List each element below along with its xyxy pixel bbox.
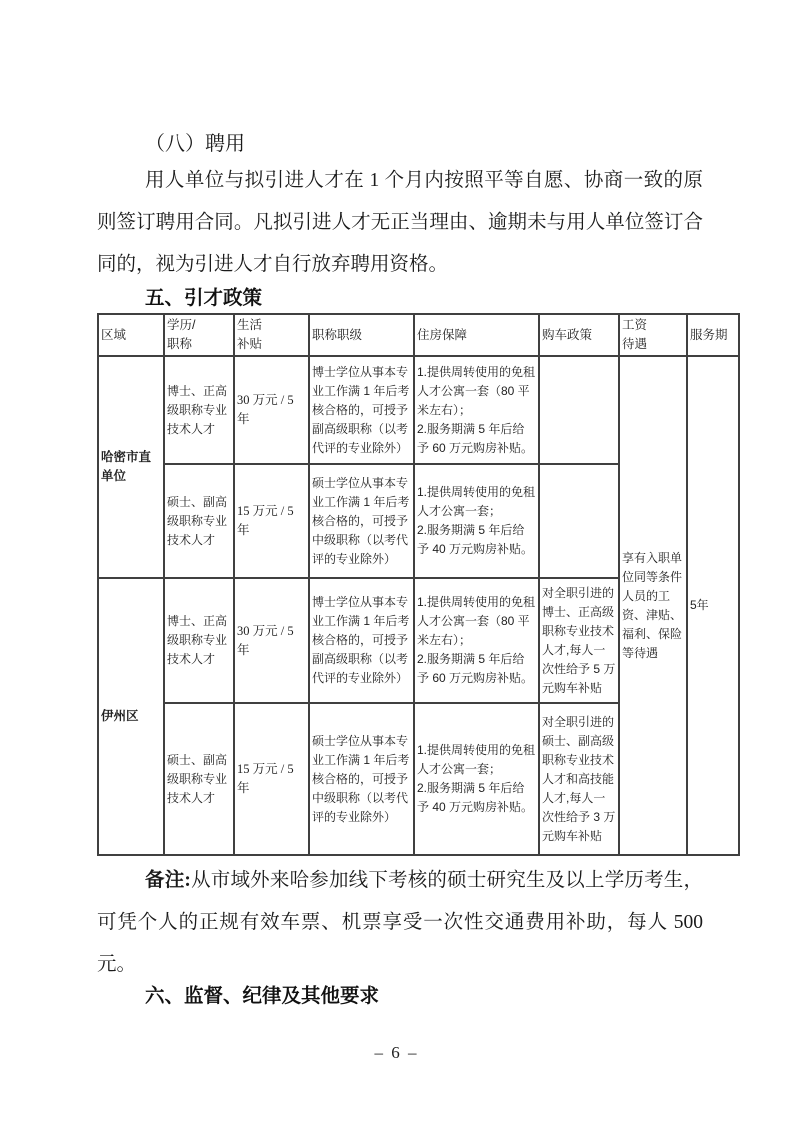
qualification-cell: 博士、正高级职称专业技术人才 — [164, 578, 234, 703]
housing-item-2: 2.服务期满 5 年后给予 40 万元购房补贴。 — [417, 781, 534, 814]
housing-cell — [414, 703, 539, 855]
hiring-paragraph: 用人单位与拟引进人才在 1 个月内按照平等自愿、协商一致的原则签订聘用合同。凡拟引进人才无正当理由、逾期未与用人单位签订合同的，视为引进人才自行放弃聘用资格。 — [97, 170, 703, 275]
header-housing: 住房保障 — [414, 314, 539, 356]
header-region: 区域 — [98, 314, 164, 356]
title-policy-cell: 硕士学位从事本专业工作满 1 年后考核合格的，可授予中级职称（以考代评的专业除外） — [309, 703, 414, 855]
header-salary: 工资 待遇 — [619, 314, 687, 356]
car-policy-cell: 对全职引进的博士、正高级职称专业技术人才,每人一次性给予 5 万元购车补贴 — [539, 578, 619, 703]
section6-title: 六、监督、纪律及其他要求 — [145, 985, 380, 1007]
salary-cell: 享有入职单位同等条件人员的工资、津贴、福利、保险等待遇 — [619, 356, 687, 855]
region-yizhou-cell: 伊州区 — [98, 578, 164, 855]
note-label: 备注: — [145, 870, 191, 891]
service-period-cell: 5年 — [687, 356, 739, 855]
page-number: – 6 – — [374, 1043, 419, 1062]
subsidy-cell: 15 万元 / 5 年 — [234, 464, 309, 578]
title-policy-cell: 博士学位从事本专业工作满 1 年后考核合格的，可授予副高级职称（以考代评的专业除外） — [309, 578, 414, 703]
car-policy-cell: 对全职引进的硕士、副高级职称专业技术人才和高技能人才,每人一次性给予 3 万元购车补贴 — [539, 703, 619, 855]
talent-policy-table — [97, 313, 740, 856]
qualification-cell: 博士、正高级职称专业技术人才 — [164, 356, 234, 464]
note-paragraph — [97, 860, 703, 986]
subsidy-cell: 30 万元 / 5 年 — [234, 356, 309, 464]
housing-item-1: 1.提供周转使用的免租人才公寓一套； — [417, 743, 536, 776]
table-header-row — [98, 314, 739, 356]
table-row — [98, 356, 739, 464]
housing-item-1: 1.提供周转使用的免租人才公寓一套（80 平米左右）； — [417, 595, 536, 647]
header-service-period: 服务期 — [687, 314, 739, 356]
title-policy-cell: 博士学位从事本专业工作满 1 年后考核合格的，可授予副高级职称（以考代评的专业除外） — [309, 356, 414, 464]
header-qualification: 学历/ 职称 — [164, 314, 234, 356]
housing-cell — [414, 578, 539, 703]
housing-item-2: 2.服务期满 5 年后给予 40 万元购房补贴。 — [417, 523, 534, 556]
subsidy-cell: 30 万元 / 5 年 — [234, 578, 309, 703]
header-title-rank: 职称职级 — [309, 314, 414, 356]
header-car-policy: 购车政策 — [539, 314, 619, 356]
housing-item-1: 1.提供周转使用的免租人才公寓一套（80 平米左右）； — [417, 364, 536, 417]
note-body: 从市域外来哈参加线下考核的硕士研究生及以上学历考生，可凭个人的正规有效车票、机票享受一次性交通费用补助，每人 500 元。 — [97, 870, 703, 975]
housing-cell — [414, 356, 539, 464]
housing-item-2: 2.服务期满 5 年后给予 60 万元购房补贴。 — [417, 652, 534, 685]
region-hami-city-cell: 哈密市直单位 — [98, 356, 164, 578]
section8-heading: （八）聘用 — [145, 133, 245, 155]
header-living-subsidy: 生活 补贴 — [234, 314, 309, 356]
car-policy-cell — [539, 464, 619, 578]
car-policy-cell — [539, 356, 619, 464]
title-policy-cell: 硕士学位从事本专业工作满 1 年后考核合格的，可授予中级职称（以考代评的专业除外） — [309, 464, 414, 578]
housing-item-2: 2.服务期满 5 年后给予 60 万元购房补贴。 — [417, 421, 534, 455]
qualification-cell: 硕士、副高级职称专业技术人才 — [164, 703, 234, 855]
housing-item-1: 1.提供周转使用的免租人才公寓一套； — [417, 485, 536, 518]
section5-title: 五、引才政策 — [145, 287, 263, 309]
housing-cell — [414, 464, 539, 578]
qualification-cell: 硕士、副高级职称专业技术人才 — [164, 464, 234, 578]
subsidy-cell: 15 万元 / 5 年 — [234, 703, 309, 855]
